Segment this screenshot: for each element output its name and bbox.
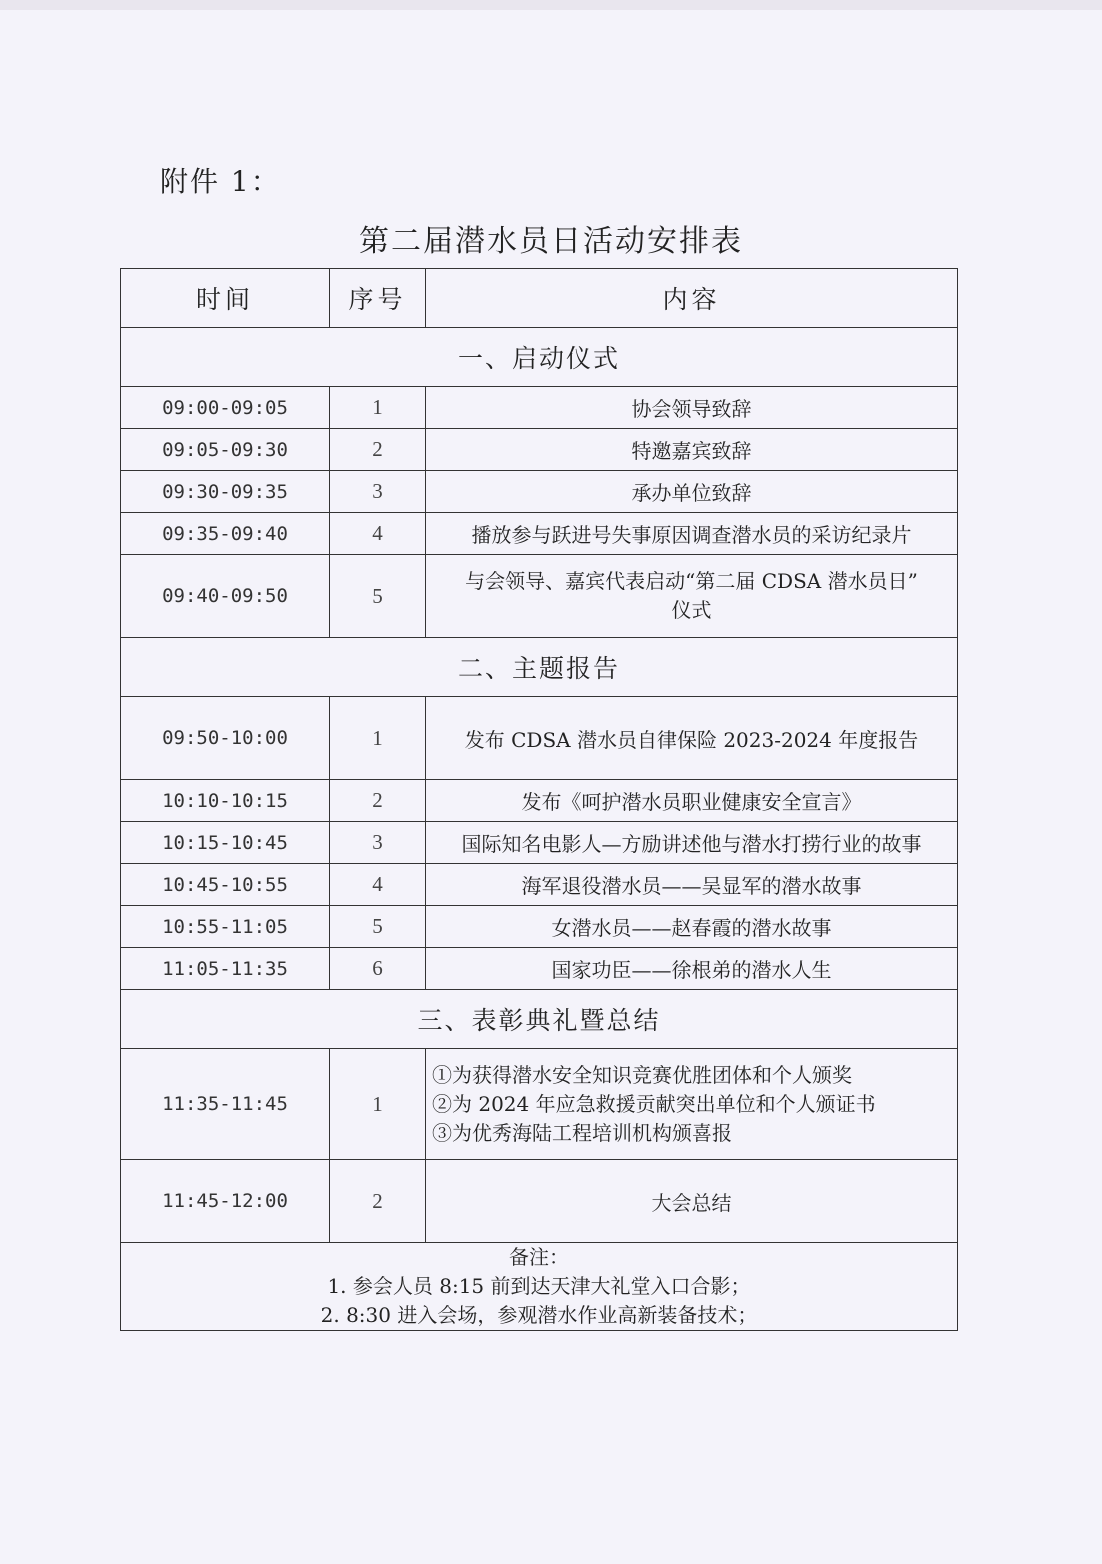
content-cell: 特邀嘉宾致辞 xyxy=(426,429,958,471)
table-row xyxy=(121,387,958,429)
notes-label: 备注： xyxy=(509,1245,569,1269)
content-cell: 协会领导致辞 xyxy=(426,387,958,429)
content-line: ③为优秀海陆工程培训机构颁喜报 xyxy=(432,1120,732,1145)
table-row xyxy=(121,822,958,864)
table-row xyxy=(121,906,958,948)
seq-cell: 2 xyxy=(330,429,426,471)
content-line: 与会领导、嘉宾代表启动“第二届 CDSA 潜水员日” xyxy=(465,569,918,593)
time-cell: 10:10-10:15 xyxy=(121,780,330,822)
table-header-row xyxy=(121,269,958,328)
content-cell: 发布 CDSA 潜水员自律保险 2023-2024 年度报告 xyxy=(426,697,958,780)
time-cell: 09:00-09:05 xyxy=(121,387,330,429)
seq-cell: 1 xyxy=(330,697,426,780)
content-line: ①为获得潜水安全知识竞赛优胜团体和个人颁奖 xyxy=(432,1062,852,1087)
seq-cell: 2 xyxy=(330,1160,426,1243)
time-cell: 09:50-10:00 xyxy=(121,697,330,780)
section-title: 一、启动仪式 xyxy=(121,328,958,387)
content-cell: 国家功臣——徐根弟的潜水人生 xyxy=(426,948,958,990)
notes-cell xyxy=(121,1243,958,1331)
table-row xyxy=(121,1160,958,1243)
schedule-table xyxy=(120,268,958,1331)
seq-cell: 3 xyxy=(330,822,426,864)
seq-cell: 1 xyxy=(330,1049,426,1160)
time-cell: 11:45-12:00 xyxy=(121,1160,330,1243)
section-title: 二、主题报告 xyxy=(121,638,958,697)
page-top-edge xyxy=(0,0,1102,10)
table-row xyxy=(121,471,958,513)
note-item: 2. 8:30 进入会场，参观潜水作业高新装备技术； xyxy=(320,1303,758,1327)
content-cell: 承办单位致辞 xyxy=(426,471,958,513)
table-row xyxy=(121,864,958,906)
table-row xyxy=(121,555,958,638)
seq-cell: 2 xyxy=(330,780,426,822)
section-row xyxy=(121,990,958,1049)
time-cell: 11:35-11:45 xyxy=(121,1049,330,1160)
time-cell: 10:15-10:45 xyxy=(121,822,330,864)
time-cell: 09:40-09:50 xyxy=(121,555,330,638)
seq-cell: 1 xyxy=(330,387,426,429)
seq-cell: 5 xyxy=(330,555,426,638)
time-cell: 09:30-09:35 xyxy=(121,471,330,513)
note-item: 1. 参会人员 8:15 前到达天津大礼堂入口合影； xyxy=(327,1274,751,1298)
table-row xyxy=(121,1049,958,1160)
content-cell: 播放参与跃进号失事原因调查潜水员的采访纪录片 xyxy=(426,513,958,555)
section-title: 三、表彰典礼暨总结 xyxy=(121,990,958,1049)
content-cell: 发布《呵护潜水员职业健康安全宣言》 xyxy=(426,780,958,822)
notes-row xyxy=(121,1243,958,1331)
content-cell: 海军退役潜水员——吴显军的潜水故事 xyxy=(426,864,958,906)
content-cell: 女潜水员——赵春霞的潜水故事 xyxy=(426,906,958,948)
table-row xyxy=(121,948,958,990)
section-row xyxy=(121,638,958,697)
attachment-label: 附件 1： xyxy=(160,165,281,198)
header-content: 内容 xyxy=(426,269,958,328)
time-cell: 10:45-10:55 xyxy=(121,864,330,906)
time-cell: 11:05-11:35 xyxy=(121,948,330,990)
header-time: 时间 xyxy=(121,269,330,328)
content-line: 仪式 xyxy=(671,598,712,622)
content-line: ②为 2024 年应急救援贡献突出单位和个人颁证书 xyxy=(432,1091,876,1116)
section-row xyxy=(121,328,958,387)
seq-cell: 5 xyxy=(330,906,426,948)
time-cell: 09:05-09:30 xyxy=(121,429,330,471)
time-cell: 10:55-11:05 xyxy=(121,906,330,948)
content-cell xyxy=(426,1049,958,1160)
document-title: 第二届潜水员日活动安排表 xyxy=(359,224,743,259)
time-cell: 09:35-09:40 xyxy=(121,513,330,555)
content-cell: 大会总结 xyxy=(426,1160,958,1243)
seq-cell: 3 xyxy=(330,471,426,513)
seq-cell: 4 xyxy=(330,864,426,906)
table-row xyxy=(121,697,958,780)
table-row xyxy=(121,780,958,822)
header-seq: 序号 xyxy=(330,269,426,328)
table-row xyxy=(121,513,958,555)
table-row xyxy=(121,429,958,471)
content-cell xyxy=(426,555,958,638)
seq-cell: 4 xyxy=(330,513,426,555)
seq-cell: 6 xyxy=(330,948,426,990)
content-cell: 国际知名电影人—方励讲述他与潜水打捞行业的故事 xyxy=(426,822,958,864)
